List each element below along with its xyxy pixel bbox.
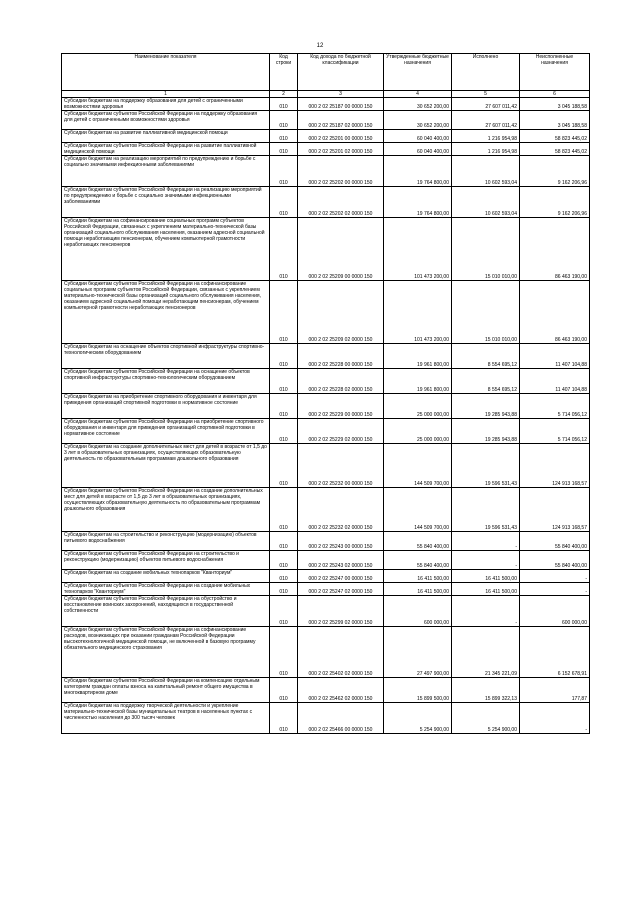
row-name-cell: Субсидии бюджетам субъектов Российской Федерации на строительство и реконструкцию (модернизацию) объектов питьевого водоснабжения <box>62 551 270 570</box>
column-number: 4 <box>384 91 452 98</box>
column-number: 2 <box>270 91 298 98</box>
row-executed-cell: - <box>452 596 520 627</box>
row-unexecuted-cell: 124 913 168,57 <box>520 444 590 488</box>
row-code-cell: 010 <box>270 156 298 187</box>
row-code-cell: 010 <box>270 419 298 444</box>
row-code-cell: 010 <box>270 488 298 532</box>
table-row <box>62 111 590 130</box>
row-name-cell: Субсидии бюджетам на оснащение объектов спортивной инфраструктуры спортивно-технологическим оборудованием <box>62 344 270 369</box>
row-kbk-cell: 000 2 02 25187 00 0000 150 <box>298 98 384 111</box>
column-number-row <box>62 91 590 98</box>
table-row <box>62 98 590 111</box>
row-approved-cell: 60 040 400,00 <box>384 143 452 156</box>
row-kbk-cell: 000 2 02 25229 02 0000 150 <box>298 419 384 444</box>
row-kbk-cell: 000 2 02 25229 00 0000 150 <box>298 394 384 419</box>
row-unexecuted-cell: 11 407 104,88 <box>520 369 590 394</box>
row-code-cell: 010 <box>270 187 298 218</box>
row-approved-cell: 144 509 700,00 <box>384 444 452 488</box>
row-unexecuted-cell: 124 913 168,57 <box>520 488 590 532</box>
row-kbk-cell: 000 2 02 25232 00 0000 150 <box>298 444 384 488</box>
row-code-cell: 010 <box>270 394 298 419</box>
row-approved-cell: 30 652 200,00 <box>384 98 452 111</box>
table-row <box>62 532 590 551</box>
row-approved-cell: 19 764 800,00 <box>384 156 452 187</box>
row-code-cell: 010 <box>270 369 298 394</box>
row-name-cell: Субсидии бюджетам субъектов Российской Федерации на оснащение объектов спортивной инфраструктуры спортивно-технологическим оборудованием <box>62 369 270 394</box>
row-unexecuted-cell: 5 714 056,12 <box>520 394 590 419</box>
row-approved-cell: 55 840 400,00 <box>384 551 452 570</box>
row-name-cell: Субсидии бюджетам на поддержку творческой деятельности и укрепление материально-технической базы муниципальных театров в населенных пунктах с численностью населения до 300 тысяч человек <box>62 703 270 734</box>
row-name-cell: Субсидии бюджетам субъектов Российской Федерации на создание дополнительных мест для детей в возрасте от 1,5 до 3 лет в образовательных организациях, осуществляющих образовательную деятельность по образовательным программам дошкольного образования <box>62 488 270 532</box>
row-executed-cell: 8 554 695,12 <box>452 369 520 394</box>
row-kbk-cell: 000 2 02 25202 00 0000 150 <box>298 156 384 187</box>
row-name-cell: Субсидии бюджетам субъектов Российской Федерации на реализацию мероприятий по предупреждению и борьбе с социально значимыми инфекционными заболеваниями <box>62 187 270 218</box>
row-code-cell: 010 <box>270 143 298 156</box>
row-approved-cell: 30 652 200,00 <box>384 111 452 130</box>
row-executed-cell: 15 010 010,00 <box>452 218 520 281</box>
table-row <box>62 143 590 156</box>
table-row <box>62 187 590 218</box>
row-name-cell: Субсидии бюджетам на приобретение спортивного оборудования и инвентаря для приведения организаций спортивной подготовки в нормативное состояние <box>62 394 270 419</box>
row-code-cell: 010 <box>270 570 298 583</box>
table-row <box>62 678 590 703</box>
row-approved-cell: 27 497 900,00 <box>384 627 452 678</box>
row-kbk-cell: 000 2 02 25462 02 0000 150 <box>298 678 384 703</box>
table-row <box>62 344 590 369</box>
row-executed-cell: - <box>452 532 520 551</box>
row-executed-cell: 21 345 221,09 <box>452 627 520 678</box>
row-name-cell: Субсидии бюджетам субъектов Российской Федерации на развитие паллиативной медицинской помощи <box>62 143 270 156</box>
row-kbk-cell: 000 2 02 25209 00 0000 150 <box>298 218 384 281</box>
table-row <box>62 130 590 143</box>
row-approved-cell: 600 000,00 <box>384 596 452 627</box>
row-code-cell: 010 <box>270 551 298 570</box>
column-number: 3 <box>298 91 384 98</box>
row-name-cell: Субсидии бюджетам субъектов Российской Федерации на приобретение спортивного оборудования и инвентаря для приведения организаций спортивной подготовки в нормативное состояние <box>62 419 270 444</box>
row-kbk-cell: 000 2 02 25299 02 0000 150 <box>298 596 384 627</box>
table-row <box>62 156 590 187</box>
row-approved-cell: 5 254 900,00 <box>384 703 452 734</box>
row-unexecuted-cell: - <box>520 703 590 734</box>
row-executed-cell: 8 554 695,12 <box>452 344 520 369</box>
table-row <box>62 281 590 344</box>
row-executed-cell: 19 596 531,43 <box>452 444 520 488</box>
column-number: 6 <box>520 91 590 98</box>
budget-execution-table <box>61 53 590 734</box>
table-row <box>62 703 590 734</box>
row-kbk-cell: 000 2 02 25228 02 0000 150 <box>298 369 384 394</box>
row-kbk-cell: 000 2 02 25243 02 0000 150 <box>298 551 384 570</box>
row-kbk-cell: 000 2 02 25402 02 0000 150 <box>298 627 384 678</box>
row-unexecuted-cell: 86 463 190,00 <box>520 218 590 281</box>
table-row <box>62 419 590 444</box>
row-name-cell: Субсидии бюджетам на реализацию мероприятий по предупреждению и борьбе с социально значимыми инфекционными заболеваниями <box>62 156 270 187</box>
header-kbk: Код дохода по бюджетной классификации <box>298 54 384 91</box>
row-name-cell: Субсидии бюджетам на поддержку образования для детей с ограниченными возможностями здоровья <box>62 98 270 111</box>
row-name-cell: Субсидии бюджетам субъектов Российской Федерации на компенсацию отдельным категориям граждан оплаты взноса на капитальный ремонт общего имущества в многоквартирном доме <box>62 678 270 703</box>
row-kbk-cell: 000 2 02 25187 02 0000 150 <box>298 111 384 130</box>
row-unexecuted-cell: 58 823 445,02 <box>520 143 590 156</box>
row-approved-cell: 19 764 800,00 <box>384 187 452 218</box>
row-name-cell: Субсидии бюджетам на развитие паллиативной медицинской помощи <box>62 130 270 143</box>
row-approved-cell: 25 000 000,00 <box>384 419 452 444</box>
row-name-cell: Субсидии бюджетам на создание дополнительных мест для детей в возрасте от 1,5 до 3 лет в образовательных организациях, осуществляющих образовательную деятельность по образовательным программам дошкольного образования <box>62 444 270 488</box>
table-row <box>62 488 590 532</box>
row-code-cell: 010 <box>270 627 298 678</box>
row-code-cell: 010 <box>270 444 298 488</box>
row-executed-cell: 1 216 954,98 <box>452 143 520 156</box>
row-unexecuted-cell: 9 162 206,96 <box>520 156 590 187</box>
table-row <box>62 444 590 488</box>
row-kbk-cell: 000 2 02 25243 00 0000 150 <box>298 532 384 551</box>
table-row <box>62 627 590 678</box>
row-unexecuted-cell: 3 045 188,58 <box>520 111 590 130</box>
row-executed-cell: 16 411 500,00 <box>452 583 520 596</box>
row-executed-cell: 19 285 943,88 <box>452 394 520 419</box>
table-row <box>62 596 590 627</box>
table-row <box>62 551 590 570</box>
header-approved: Утвержденные бюджетные назначения <box>384 54 452 91</box>
column-number: 5 <box>452 91 520 98</box>
header-unexecuted: Неисполненные назначения <box>520 54 590 91</box>
header-code: Код строки <box>270 54 298 91</box>
row-kbk-cell: 000 2 02 25232 02 0000 150 <box>298 488 384 532</box>
row-approved-cell: 55 840 400,00 <box>384 532 452 551</box>
row-executed-cell: 1 216 954,98 <box>452 130 520 143</box>
row-executed-cell: 5 254 900,00 <box>452 703 520 734</box>
row-name-cell: Субсидии бюджетам субъектов Российской Федерации на софинансирование расходов, возникающих при оказании гражданам Российской Федерации высокотехнологичной медицинской помощи, не включенной в базовую программу обязательного медицинского страхования <box>62 627 270 678</box>
row-executed-cell: 15 010 010,00 <box>452 281 520 344</box>
row-approved-cell: 16 411 500,00 <box>384 583 452 596</box>
row-executed-cell: 16 411 500,00 <box>452 570 520 583</box>
row-code-cell: 010 <box>270 130 298 143</box>
row-kbk-cell: 000 2 02 25247 00 0000 150 <box>298 570 384 583</box>
row-unexecuted-cell: 177,87 <box>520 678 590 703</box>
row-executed-cell: 19 596 531,43 <box>452 488 520 532</box>
row-code-cell: 010 <box>270 678 298 703</box>
row-kbk-cell: 000 2 02 25247 02 0000 150 <box>298 583 384 596</box>
table-row <box>62 394 590 419</box>
row-code-cell: 010 <box>270 583 298 596</box>
row-unexecuted-cell: 5 714 056,12 <box>520 419 590 444</box>
row-kbk-cell: 000 2 02 25201 02 0000 150 <box>298 143 384 156</box>
row-approved-cell: 16 411 500,00 <box>384 570 452 583</box>
row-executed-cell: 10 602 593,04 <box>452 156 520 187</box>
header-name: Наименование показателя <box>62 54 270 91</box>
row-unexecuted-cell: 55 840 400,00 <box>520 551 590 570</box>
row-code-cell: 010 <box>270 111 298 130</box>
row-executed-cell: 27 607 011,42 <box>452 98 520 111</box>
row-name-cell: Субсидии бюджетам на софинансирование социальных программ субъектов Российской Федерации, связанных с укреплением материально-технической базы организаций социального обслуживания населения, оказанием адресной социальной помощи неработающим пенсионерам, обучением компьютерной грамотности неработающих пенсионеров <box>62 218 270 281</box>
row-executed-cell: - <box>452 551 520 570</box>
row-approved-cell: 101 473 200,00 <box>384 218 452 281</box>
row-executed-cell: 27 607 011,42 <box>452 111 520 130</box>
header-row <box>62 54 590 91</box>
row-code-cell: 010 <box>270 532 298 551</box>
row-code-cell: 010 <box>270 596 298 627</box>
row-kbk-cell: 000 2 02 25209 02 0000 150 <box>298 281 384 344</box>
row-unexecuted-cell: - <box>520 583 590 596</box>
row-approved-cell: 15 899 500,00 <box>384 678 452 703</box>
row-name-cell: Субсидии бюджетам на строительство и реконструкцию (модернизацию) объектов питьевого водоснабжения <box>62 532 270 551</box>
row-executed-cell: 10 602 593,04 <box>452 187 520 218</box>
table-row <box>62 570 590 583</box>
row-kbk-cell: 000 2 02 25466 00 0000 150 <box>298 703 384 734</box>
header-executed: Исполнено <box>452 54 520 91</box>
row-unexecuted-cell: 11 407 104,88 <box>520 344 590 369</box>
table-row <box>62 583 590 596</box>
row-approved-cell: 144 509 700,00 <box>384 488 452 532</box>
row-code-cell: 010 <box>270 703 298 734</box>
table-row <box>62 218 590 281</box>
row-unexecuted-cell: - <box>520 570 590 583</box>
row-unexecuted-cell: 86 463 190,00 <box>520 281 590 344</box>
row-unexecuted-cell: 600 000,00 <box>520 596 590 627</box>
table-row <box>62 369 590 394</box>
row-approved-cell: 60 040 400,00 <box>384 130 452 143</box>
table-body <box>62 98 590 734</box>
row-code-cell: 010 <box>270 98 298 111</box>
row-name-cell: Субсидии бюджетам субъектов Российской Федерации на поддержку образования для детей с ограниченными возможностями здоровья <box>62 111 270 130</box>
row-executed-cell: 15 899 322,13 <box>452 678 520 703</box>
row-unexecuted-cell: 58 823 445,02 <box>520 130 590 143</box>
row-kbk-cell: 000 2 02 25228 00 0000 150 <box>298 344 384 369</box>
row-code-cell: 010 <box>270 218 298 281</box>
row-name-cell: Субсидии бюджетам субъектов Российской Федерации на создание мобильных технопарков "Кванториум" <box>62 583 270 596</box>
row-approved-cell: 19 961 800,00 <box>384 369 452 394</box>
column-number: 1 <box>62 91 270 98</box>
row-name-cell: Субсидии бюджетам субъектов Российской Федерации на обустройство и восстановление воинских захоронений, находящихся в государственной собственности <box>62 596 270 627</box>
row-unexecuted-cell: 6 152 678,91 <box>520 627 590 678</box>
row-executed-cell: 19 285 943,88 <box>452 419 520 444</box>
row-kbk-cell: 000 2 02 25201 00 0000 150 <box>298 130 384 143</box>
page-number: 12 <box>316 43 324 49</box>
row-approved-cell: 19 961 800,00 <box>384 344 452 369</box>
row-unexecuted-cell: 9 162 206,96 <box>520 187 590 218</box>
row-unexecuted-cell: 55 840 400,00 <box>520 532 590 551</box>
row-name-cell: Субсидии бюджетам на создание мобильных технопарков "Кванториум" <box>62 570 270 583</box>
row-code-cell: 010 <box>270 281 298 344</box>
row-kbk-cell: 000 2 02 25202 02 0000 150 <box>298 187 384 218</box>
row-code-cell: 010 <box>270 344 298 369</box>
row-unexecuted-cell: 3 045 188,58 <box>520 98 590 111</box>
row-approved-cell: 25 000 000,00 <box>384 394 452 419</box>
row-name-cell: Субсидии бюджетам субъектов Российской Федерации на софинансирование социальных программ субъектов Российской Федерации, связанных с укреплением материально-технической базы организаций социального обслуживания населения, оказанием адресной социальной помощи неработающим пенсионерам, обучением компьютерной грамотности неработающих пенсионеров <box>62 281 270 344</box>
row-approved-cell: 101 473 200,00 <box>384 281 452 344</box>
